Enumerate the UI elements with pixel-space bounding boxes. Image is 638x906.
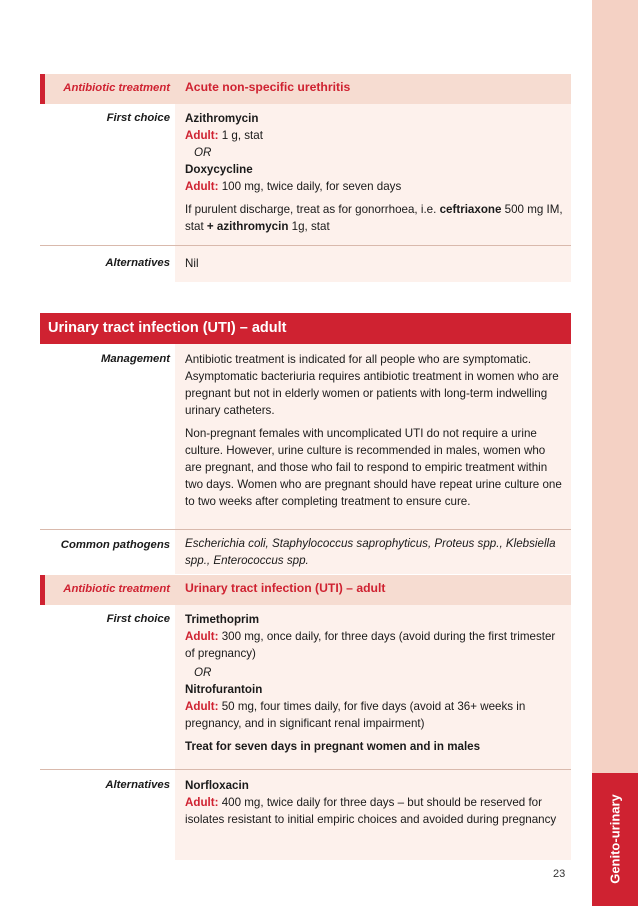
drug-dose bbox=[185, 698, 565, 732]
pathogens-value: Escherichia coli, Staphylococcus saprophyticus, Proteus spp., Klebsiella spp., Enterococcus spp. bbox=[185, 537, 556, 567]
drug-dose bbox=[185, 794, 565, 828]
adult-label: Adult: bbox=[185, 700, 219, 713]
urethritis-header-label: Antibiotic treatment bbox=[63, 82, 170, 94]
first-choice-label: First choice bbox=[106, 613, 170, 625]
treat-duration-note: Treat for seven days in pregnant women and in males bbox=[185, 740, 481, 753]
or-separator: OR bbox=[194, 146, 212, 159]
uti-management-row bbox=[40, 344, 571, 529]
drug-name: Doxycycline bbox=[185, 163, 253, 176]
uti-first-choice-row bbox=[40, 605, 571, 769]
management-paragraph: Non-pregnant females with uncomplicated UTI do not require a urine culture. However, urine culture is recommended in males, women who are pregnant, and those who fail to respond to empiric treatment within two days. Women who are pregnant should have repeat urine culture one to two weeks after completing treatment to ensure cure. bbox=[185, 427, 562, 508]
uti-alternatives-row bbox=[40, 770, 571, 860]
uti-header-title: Urinary tract infection (UTI) – adult bbox=[185, 581, 386, 595]
first-choice-label: First choice bbox=[106, 112, 170, 124]
urethritis-alternatives-row bbox=[40, 246, 571, 282]
management-content bbox=[185, 351, 565, 510]
management-paragraph: Antibiotic treatment is indicated for all people who are symptomatic. Asymptomatic bacteriuria requires antibiotic treatment in women who are pregnant but not in elderly women or patients with long-term indwelling urinary catheters. bbox=[185, 353, 559, 417]
note-drug: + azithromycin bbox=[206, 220, 289, 233]
drug-dose bbox=[185, 127, 565, 144]
adult-label: Adult: bbox=[185, 129, 219, 142]
first-choice-content bbox=[185, 611, 565, 755]
urethritis-first-choice-row bbox=[40, 104, 571, 245]
uti-section-title: Urinary tract infection (UTI) – adult bbox=[40, 313, 571, 344]
uti-treatment-header bbox=[40, 575, 571, 605]
management-label: Management bbox=[100, 353, 170, 365]
drug-name: Nitrofurantoin bbox=[185, 683, 263, 696]
gonorrhoea-note bbox=[185, 201, 565, 235]
uti-pathogens-row bbox=[40, 530, 571, 574]
or-separator: OR bbox=[194, 666, 212, 679]
note-text: If purulent discharge, treat as for gonorrhoea, i.e. bbox=[185, 203, 440, 216]
urethritis-header bbox=[40, 74, 571, 104]
pathogens-label: Common pathogens bbox=[60, 539, 170, 551]
adult-label: Adult: bbox=[185, 796, 219, 809]
alternatives-label: Alternatives bbox=[105, 779, 170, 791]
note-text: 1g, stat bbox=[288, 220, 330, 233]
drug-name: Azithromycin bbox=[185, 112, 259, 125]
dose-text: 300 mg, once daily, for three days (avoid during the first trimester of pregnancy) bbox=[185, 630, 556, 660]
dose-text: 400 mg, twice daily for three days – but should be reserved for isolates resistant to initial empiric choices and avoided during pregnancy bbox=[185, 796, 557, 826]
alternatives-label: Alternatives bbox=[105, 257, 170, 269]
note-drug: ceftriaxone bbox=[439, 203, 502, 216]
first-choice-content bbox=[185, 110, 565, 235]
drug-dose bbox=[185, 178, 565, 195]
note-text: 500 mg IM, stat bbox=[185, 203, 563, 233]
page-number: 23 bbox=[553, 868, 566, 880]
drug-name: Trimethoprim bbox=[185, 613, 260, 626]
dose-text: 50 mg, four times daily, for five days (avoid at 36+ weeks in pregnancy, and in significant renal impairment) bbox=[185, 700, 526, 730]
alternatives-content bbox=[185, 777, 565, 828]
alternatives-value: Nil bbox=[185, 257, 199, 270]
uti-header-label: Antibiotic treatment bbox=[63, 583, 170, 595]
section-side-tab-label: Genito-urinary bbox=[607, 794, 623, 884]
dose-text: 100 mg, twice daily, for seven days bbox=[218, 180, 402, 193]
adult-label: Adult: bbox=[185, 180, 219, 193]
side-strip bbox=[592, 0, 638, 906]
urethritis-header-title: Acute non-specific urethritis bbox=[185, 80, 351, 94]
drug-name: Norfloxacin bbox=[185, 779, 249, 792]
dose-text: 1 g, stat bbox=[218, 129, 263, 142]
adult-label: Adult: bbox=[185, 630, 219, 643]
drug-dose bbox=[185, 628, 565, 662]
